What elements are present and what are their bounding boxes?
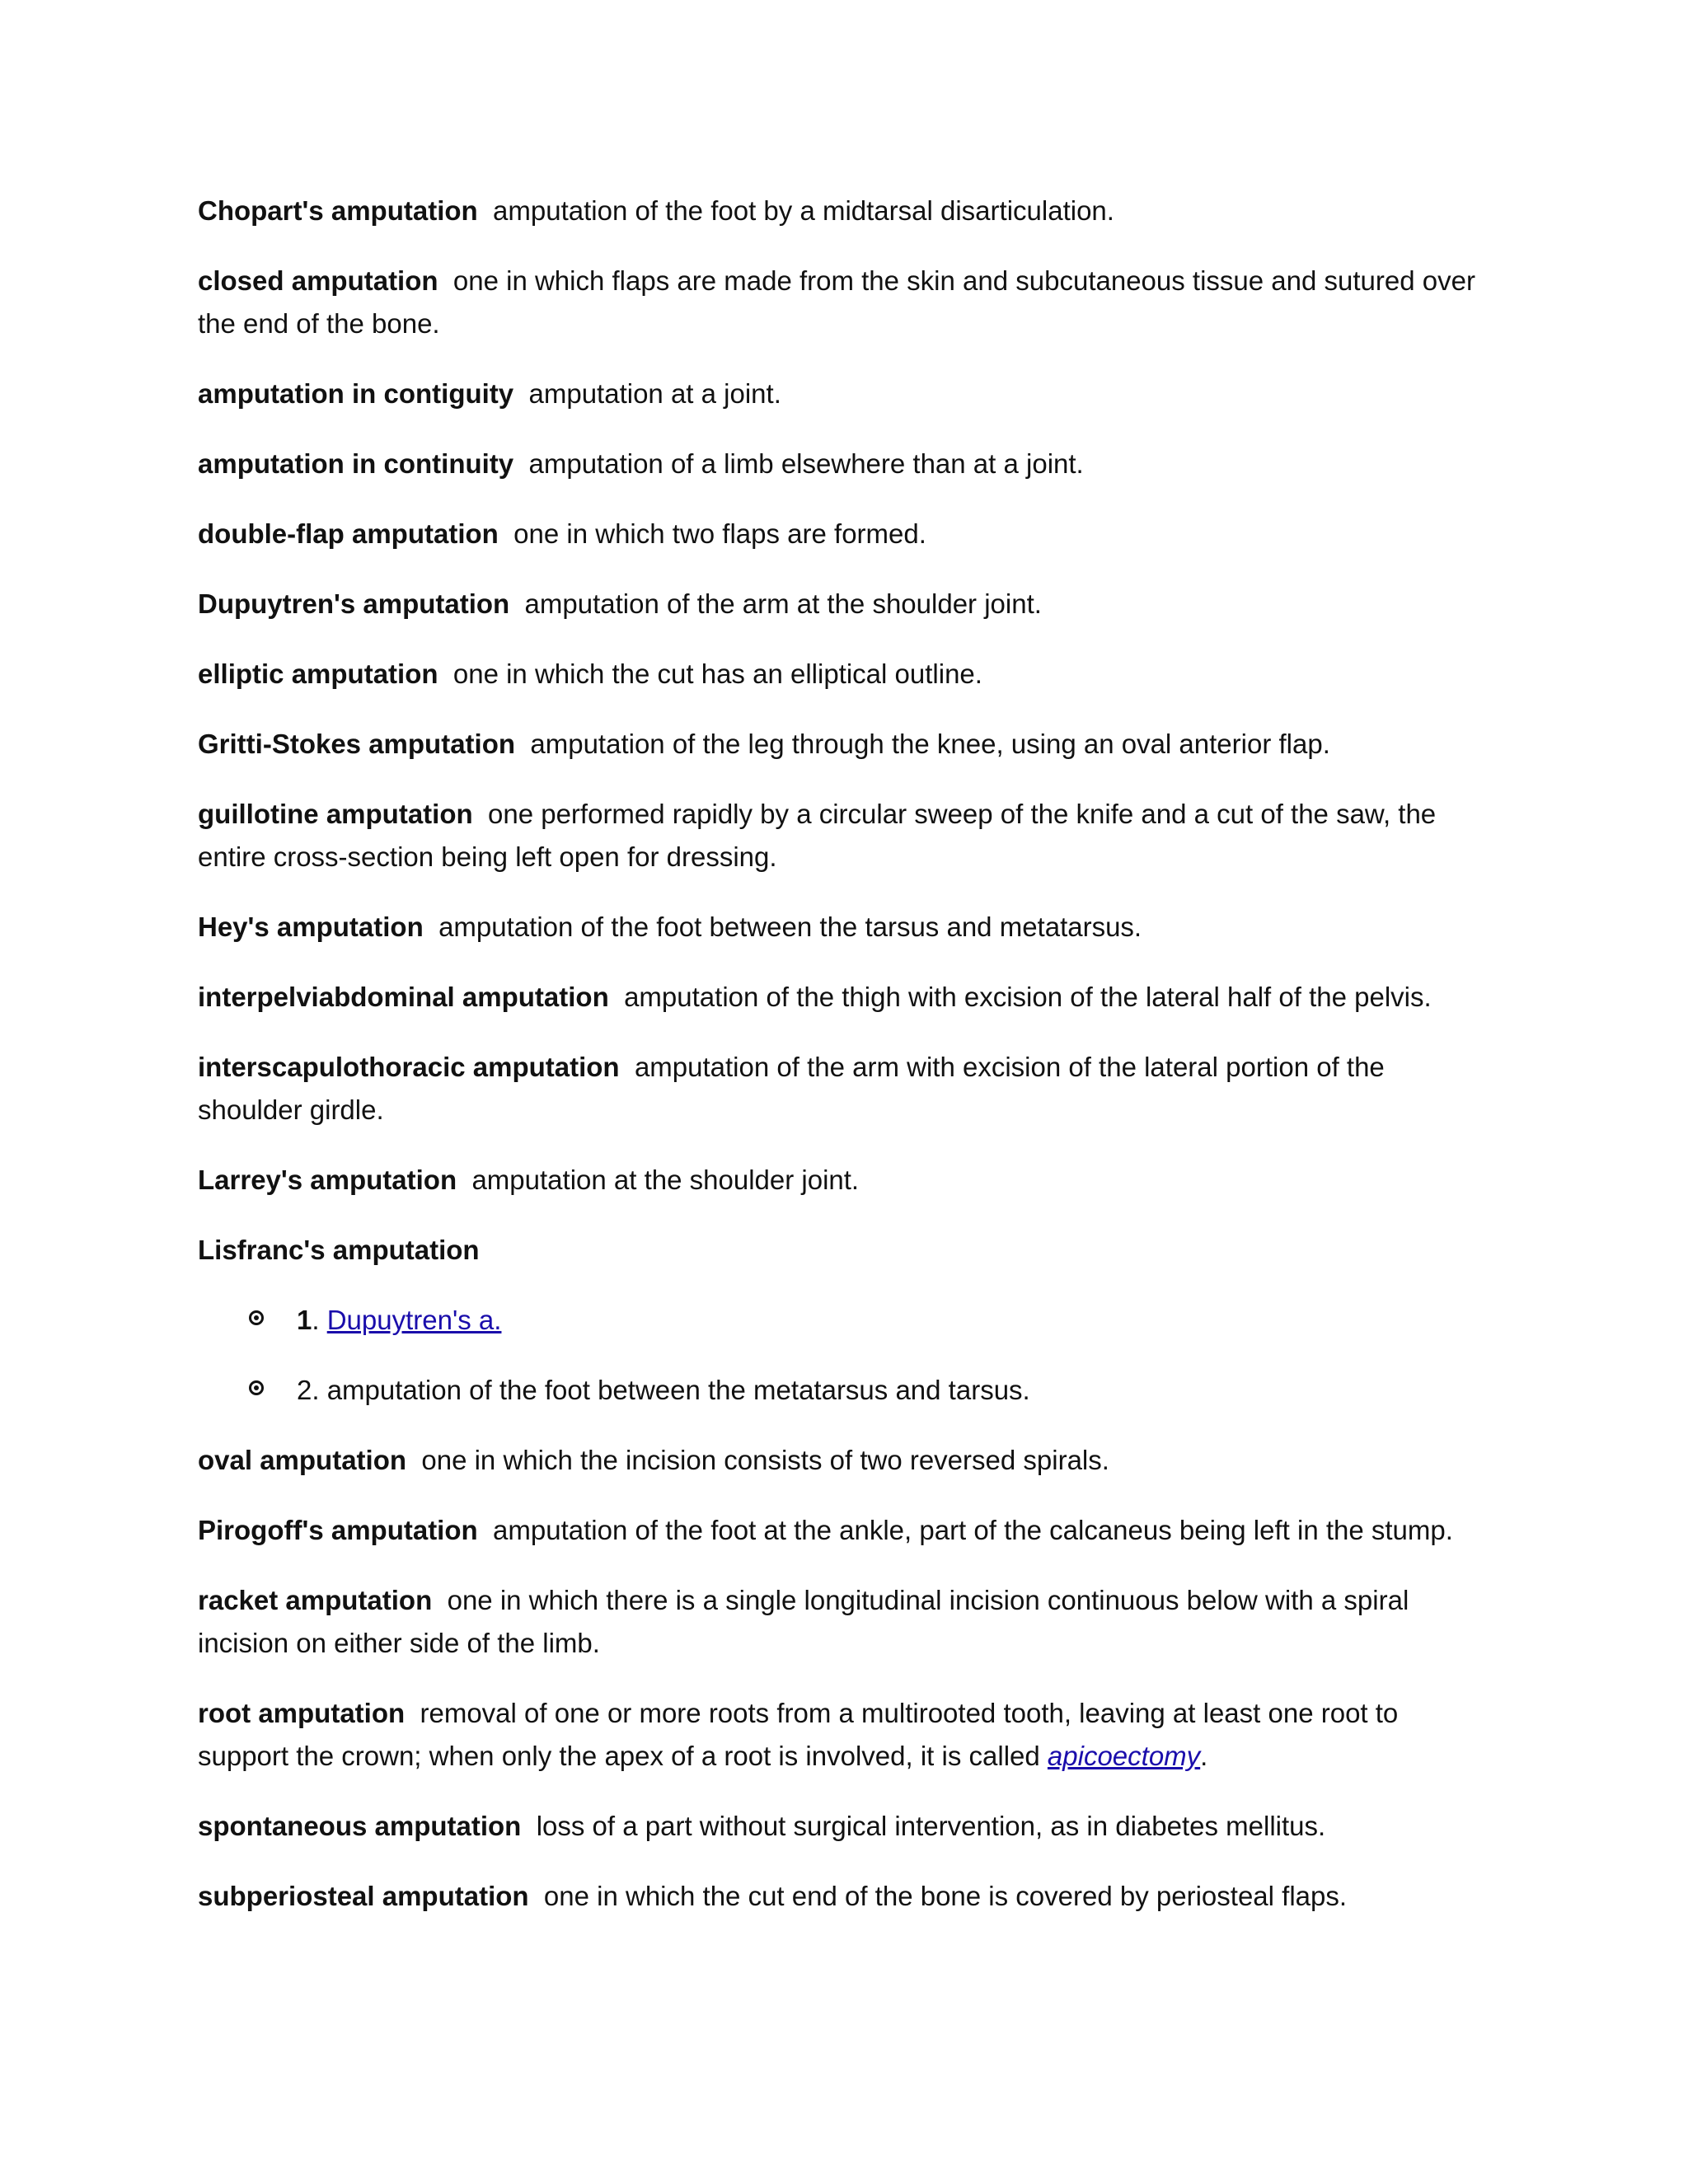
apicoectomy-link[interactable]: apicoectomy bbox=[1047, 1741, 1201, 1771]
lisfranc-subitem-2 bbox=[198, 1369, 1484, 1412]
entry-racket bbox=[198, 1579, 1484, 1665]
entry-term: amputation in continuity bbox=[198, 448, 514, 479]
entry-elliptic bbox=[198, 653, 1484, 696]
entry-term: guillotine amputation bbox=[198, 799, 473, 829]
entry-definition: one in which flaps are made from the skin and subcutaneous tissue and sutured over the end of the bone. bbox=[198, 265, 1475, 339]
entry-definition: one in which there is a single longitudinal incision continuous below with a spiral incision on either side of the limb. bbox=[198, 1585, 1409, 1658]
entry-definition: amputation of the leg through the knee, using an oval anterior flap. bbox=[530, 729, 1330, 759]
entry-term: racket amputation bbox=[198, 1585, 433, 1615]
entry-contiguity bbox=[198, 373, 1484, 415]
entry-term: interpelviabdominal amputation bbox=[198, 982, 609, 1012]
subitem-number: 1 bbox=[297, 1305, 312, 1335]
entry-definition: amputation at a joint. bbox=[528, 378, 781, 409]
radio-bullet-icon bbox=[249, 1310, 264, 1325]
entry-lisfrancs bbox=[198, 1229, 1484, 1272]
entry-larreys bbox=[198, 1159, 1484, 1202]
entry-guillotine bbox=[198, 793, 1484, 879]
entry-oval bbox=[198, 1439, 1484, 1482]
entry-definition: amputation of the foot between the tarsus and metatarsus. bbox=[438, 912, 1142, 942]
dupuytrens-link[interactable]: Dupuytren's a. bbox=[326, 1305, 502, 1335]
entry-term: elliptic amputation bbox=[198, 658, 438, 689]
entry-closed bbox=[198, 260, 1484, 345]
entry-definition: one in which the incision consists of two reversed spirals. bbox=[421, 1445, 1109, 1475]
glossary-page bbox=[198, 190, 1484, 1945]
entry-definition: amputation of a limb elsewhere than at a joint. bbox=[528, 448, 1084, 479]
entry-term: Lisfranc's amputation bbox=[198, 1235, 480, 1265]
entry-definition: amputation of the thigh with excision of the lateral half of the pelvis. bbox=[624, 982, 1432, 1012]
entry-term: amputation in contiguity bbox=[198, 378, 514, 409]
entry-interscapulothoracic bbox=[198, 1046, 1484, 1132]
entry-term: Chopart's amputation bbox=[198, 195, 478, 226]
entry-definition: amputation of the arm with excision of the lateral portion of the shoulder girdle. bbox=[198, 1052, 1385, 1125]
entry-definition: loss of a part without surgical intervention, as in diabetes mellitus. bbox=[536, 1811, 1326, 1841]
entry-definition: one in which two flaps are formed. bbox=[513, 518, 926, 549]
entry-root bbox=[198, 1692, 1484, 1778]
lisfranc-subitem-1 bbox=[198, 1299, 1484, 1342]
entry-definition: one in which the cut has an elliptical outline. bbox=[452, 658, 982, 689]
entry-definition: removal of one or more roots from a multirooted tooth, leaving at least one root to support the crown; when only the apex of a root is involved, it is called bbox=[198, 1698, 1399, 1771]
entry-definition: one in which the cut end of the bone is covered by periosteal flaps. bbox=[543, 1881, 1348, 1911]
entry-definition: amputation at the shoulder joint. bbox=[471, 1165, 860, 1195]
entry-term: Larrey's amputation bbox=[198, 1165, 457, 1195]
entry-choparts bbox=[198, 190, 1484, 232]
entry-definition: amputation of the foot at the ankle, part of the calcaneus being left in the stump. bbox=[493, 1515, 1453, 1545]
entry-term: Gritti-Stokes amputation bbox=[198, 729, 516, 759]
entry-continuity bbox=[198, 443, 1484, 485]
entry-term: Dupuytren's amputation bbox=[198, 588, 510, 619]
entry-term: interscapulothoracic amputation bbox=[198, 1052, 620, 1082]
entry-term: subperiosteal amputation bbox=[198, 1881, 529, 1911]
entry-definition: amputation of the foot by a midtarsal disarticulation. bbox=[493, 195, 1114, 226]
entry-tail: . bbox=[1200, 1741, 1208, 1771]
radio-bullet-icon bbox=[249, 1380, 264, 1395]
subitem-separator: . bbox=[312, 1305, 327, 1335]
entry-definition: amputation of the arm at the shoulder joint. bbox=[524, 588, 1042, 619]
entry-term: Pirogoff's amputation bbox=[198, 1515, 478, 1545]
entry-interpelviabdominal bbox=[198, 976, 1484, 1019]
subitem-text: 2. amputation of the foot between the metatarsus and tarsus. bbox=[297, 1375, 1030, 1405]
entry-heys bbox=[198, 906, 1484, 949]
entry-term: oval amputation bbox=[198, 1445, 407, 1475]
entry-pirogoffs bbox=[198, 1509, 1484, 1552]
entry-term: Hey's amputation bbox=[198, 912, 424, 942]
entry-term: closed amputation bbox=[198, 265, 438, 296]
entry-dupuytrens bbox=[198, 583, 1484, 626]
entry-spontaneous bbox=[198, 1805, 1484, 1848]
entry-definition: one performed rapidly by a circular sweep of the knife and a cut of the saw, the entire cross-section being left open for dressing. bbox=[198, 799, 1437, 872]
entry-term: root amputation bbox=[198, 1698, 406, 1728]
entry-term: spontaneous amputation bbox=[198, 1811, 522, 1841]
entry-gritti-stokes bbox=[198, 723, 1484, 766]
entry-double-flap bbox=[198, 513, 1484, 555]
entry-subperiosteal bbox=[198, 1875, 1484, 1918]
entry-term: double-flap amputation bbox=[198, 518, 499, 549]
